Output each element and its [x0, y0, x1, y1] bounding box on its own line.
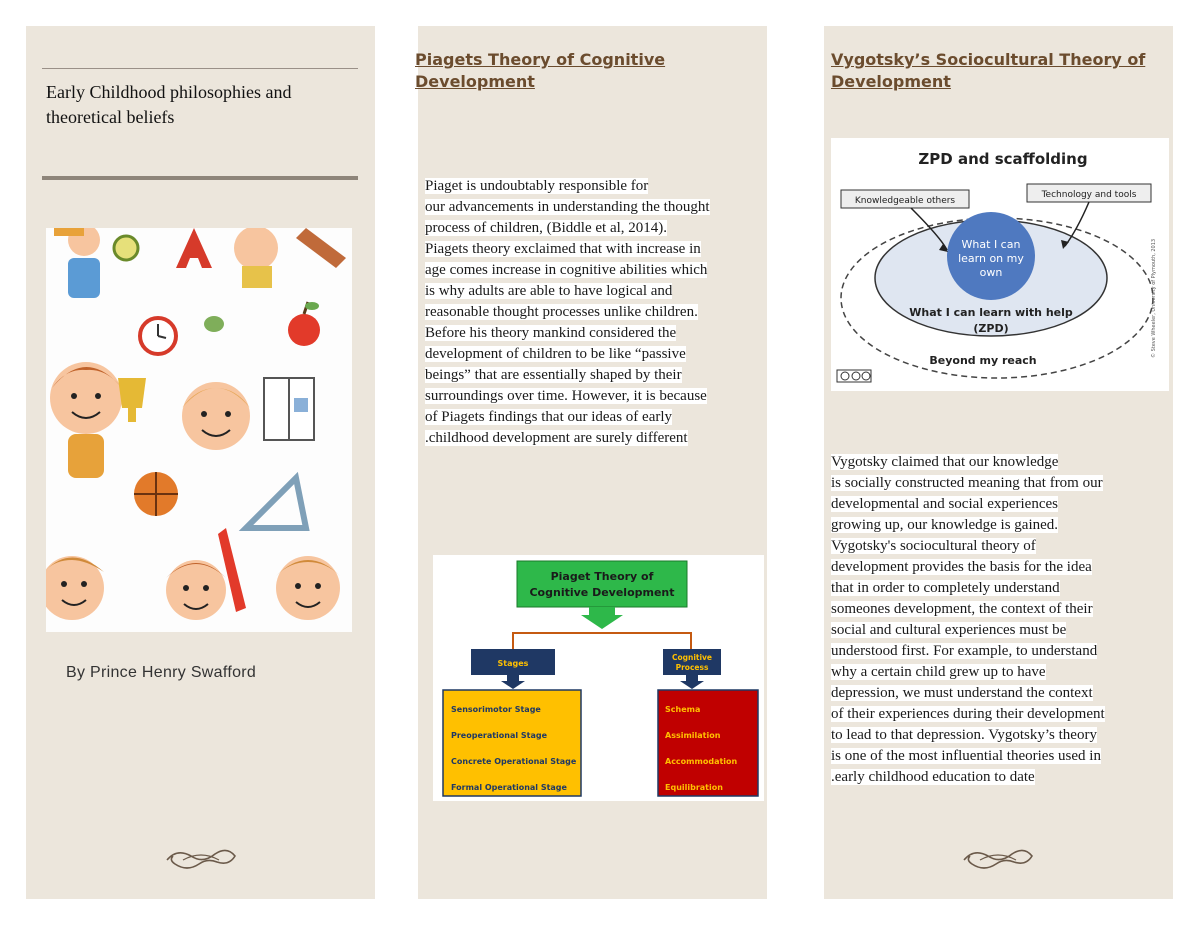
process-label-line2: Process	[675, 663, 709, 672]
zpd-inner-line1: What I can	[961, 238, 1021, 251]
piaget-line: Before his theory mankind considered the	[425, 325, 677, 341]
vygotsky-line: of their experiences during their development	[831, 706, 1105, 722]
vygotsky-line: growing up, our knowledge is gained.	[831, 517, 1059, 533]
flourish-ornament-icon	[163, 846, 239, 872]
process-item: Schema	[665, 705, 701, 714]
tag-knowledgeable-others: Knowledgeable others	[854, 196, 956, 206]
vygotsky-line: that in order to completely understand	[831, 580, 1060, 596]
piaget-line: our advancements in understanding the thought	[425, 199, 710, 215]
stage-item: Concrete Operational Stage	[451, 757, 577, 766]
zpd-middle-line1: What I can learn with help	[909, 306, 1073, 319]
zpd-inner-line3: own	[979, 266, 1003, 279]
tag-technology-tools: Technology and tools	[1041, 190, 1137, 200]
stages-label: Stages	[497, 659, 529, 668]
piaget-panel	[415, 26, 767, 899]
vygotsky-line: Vygotsky claimed that our knowledge	[831, 454, 1059, 470]
zpd-middle-line2: (ZPD)	[973, 322, 1009, 335]
piaget-diagram	[433, 555, 764, 801]
children-illustration	[46, 228, 352, 632]
zpd-diagram	[831, 138, 1169, 391]
piaget-line: .childhood development are surely different	[425, 430, 688, 446]
vygotsky-body	[831, 452, 1171, 788]
piaget-line: of Piagets findings that our ideas of early	[425, 409, 673, 425]
zpd-outer: Beyond my reach	[929, 354, 1037, 367]
vygotsky-line: understood first. For example, to understand	[831, 643, 1098, 659]
vygotsky-line: is socially constructed meaning that from our	[831, 475, 1103, 491]
vygotsky-line: social and cultural experiences must be	[831, 622, 1067, 638]
piaget-line: surroundings over time. However, it is because	[425, 388, 707, 404]
zpd-title: ZPD and scaffolding	[918, 150, 1088, 168]
diagram-title-line1: Piaget Theory of	[550, 570, 654, 583]
piaget-line: process of children, (Biddle et al, 2014).	[425, 220, 668, 236]
vygotsky-line: is one of the most influential theories used in	[831, 748, 1101, 764]
process-item: Equilibration	[665, 783, 723, 792]
diagram-title-line2: Cognitive Development	[529, 586, 675, 599]
stage-item: Sensorimotor Stage	[451, 705, 541, 714]
author-byline: By Prince Henry Swafford	[66, 664, 257, 681]
piaget-line: reasonable thought processes unlike children.	[425, 304, 698, 320]
piaget-line: age comes increase in cognitive abilities which	[425, 262, 708, 278]
piaget-line: Piaget is undoubtably responsible for	[425, 178, 649, 194]
vygotsky-line: why a certain child grew up to have	[831, 664, 1046, 680]
vygotsky-panel	[824, 26, 1173, 899]
stage-item: Preoperational Stage	[451, 731, 548, 740]
cover-panel	[26, 26, 375, 899]
process-item: Accommodation	[665, 757, 738, 766]
zpd-inner-line2: learn on my	[958, 252, 1024, 265]
piaget-body	[425, 176, 765, 449]
flourish-ornament-icon	[960, 846, 1036, 872]
piaget-heading: Piagets Theory of Cognitive Development	[415, 50, 666, 91]
stage-item: Formal Operational Stage	[451, 783, 567, 792]
process-item: Assimilation	[665, 731, 721, 740]
vygotsky-line: developmental and social experiences	[831, 496, 1058, 512]
vygotsky-line: development provides the basis for the idea	[831, 559, 1092, 575]
piaget-line: beings” that are essentially shaped by their	[425, 367, 682, 383]
vygotsky-line: Vygotsky's sociocultural theory of	[831, 538, 1036, 554]
title-divider	[42, 176, 358, 180]
piaget-line: Piagets theory exclaimed that with increase in	[425, 241, 701, 257]
zpd-credit: © Steve Wheeler, University of Plymouth, 2013	[1151, 238, 1157, 358]
vygotsky-line: to lead to that depression. Vygotsky’s theory	[831, 727, 1097, 743]
piaget-line: is why adults are able to have logical and	[425, 283, 673, 299]
vygotsky-heading: Vygotsky’s Sociocultural Theory of Development	[831, 50, 1146, 91]
cover-title: Early Childhood philosophies and theoretical beliefs	[46, 82, 292, 127]
process-label-line1: Cognitive	[671, 653, 713, 662]
piaget-line: development of children to be like “passive	[425, 346, 686, 362]
vygotsky-line: someones development, the context of their	[831, 601, 1093, 617]
vygotsky-line: .early childhood education to date	[831, 769, 1035, 785]
top-rule	[42, 68, 358, 69]
vygotsky-line: depression, we must understand the context	[831, 685, 1093, 701]
